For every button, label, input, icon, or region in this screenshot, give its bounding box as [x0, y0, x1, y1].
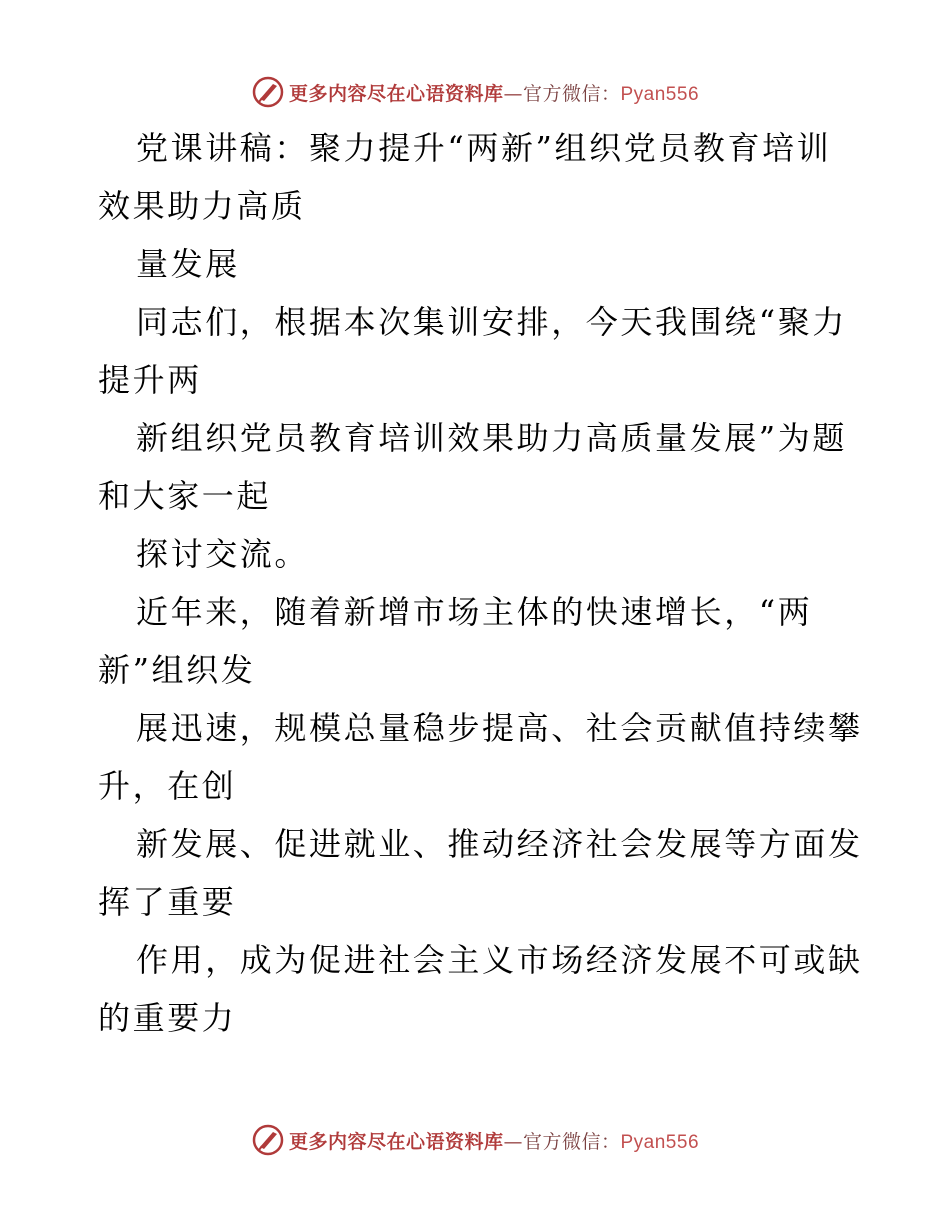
quill-pen-logo-icon — [251, 75, 285, 109]
watermark-wechat-id: Pyan556 — [620, 83, 700, 105]
paragraph-line: 作用，成为促进社会主义市场经济发展不可或缺 — [136, 941, 863, 979]
footer-watermark — [0, 1120, 950, 1160]
paragraph-line: 新发展、促进就业、推动经济社会发展等方面发 — [136, 825, 863, 863]
watermark-wechat-id: Pyan556 — [620, 1131, 700, 1153]
header-watermark — [0, 72, 950, 112]
watermark-label: 官方微信： — [522, 1130, 621, 1153]
doc-title-line-3: 量发展 — [136, 245, 240, 283]
paragraph-line: 新”组织发 — [98, 651, 256, 689]
watermark-label: 官方微信： — [522, 82, 621, 105]
watermark-brand: 更多内容尽在心语资料库 — [288, 82, 504, 105]
watermark-separator: — — [503, 1130, 523, 1153]
doc-title-line-1: 党课讲稿：聚力提升“两新”组织党员教育培训 — [136, 129, 832, 167]
paragraph-line: 的重要力 — [98, 999, 237, 1037]
paragraph-line: 同志们，根据本次集训安排，今天我围绕“聚力 — [136, 303, 847, 341]
paragraph-line: 探讨交流。 — [136, 535, 310, 573]
watermark-separator: — — [503, 82, 523, 105]
watermark-brand: 更多内容尽在心语资料库 — [288, 1130, 504, 1153]
watermark-text — [289, 1127, 699, 1154]
paragraph-line: 提升两 — [98, 361, 202, 399]
doc-title-line-2: 效果助力高质 — [98, 187, 306, 225]
paragraph-line: 近年来，随着新增市场主体的快速增长，“两 — [136, 593, 813, 631]
paragraph-line: 新组织党员教育培训效果助力高质量发展”为题 — [136, 419, 847, 457]
paragraph-line: 升，在创 — [98, 767, 237, 805]
paragraph-line: 挥了重要 — [98, 883, 237, 921]
watermark-text — [289, 79, 699, 106]
paragraph-line: 和大家一起 — [98, 477, 272, 515]
paragraph-line: 展迅速，规模总量稳步提高、社会贡献值持续攀 — [136, 709, 863, 747]
quill-pen-logo-icon — [251, 1123, 285, 1157]
